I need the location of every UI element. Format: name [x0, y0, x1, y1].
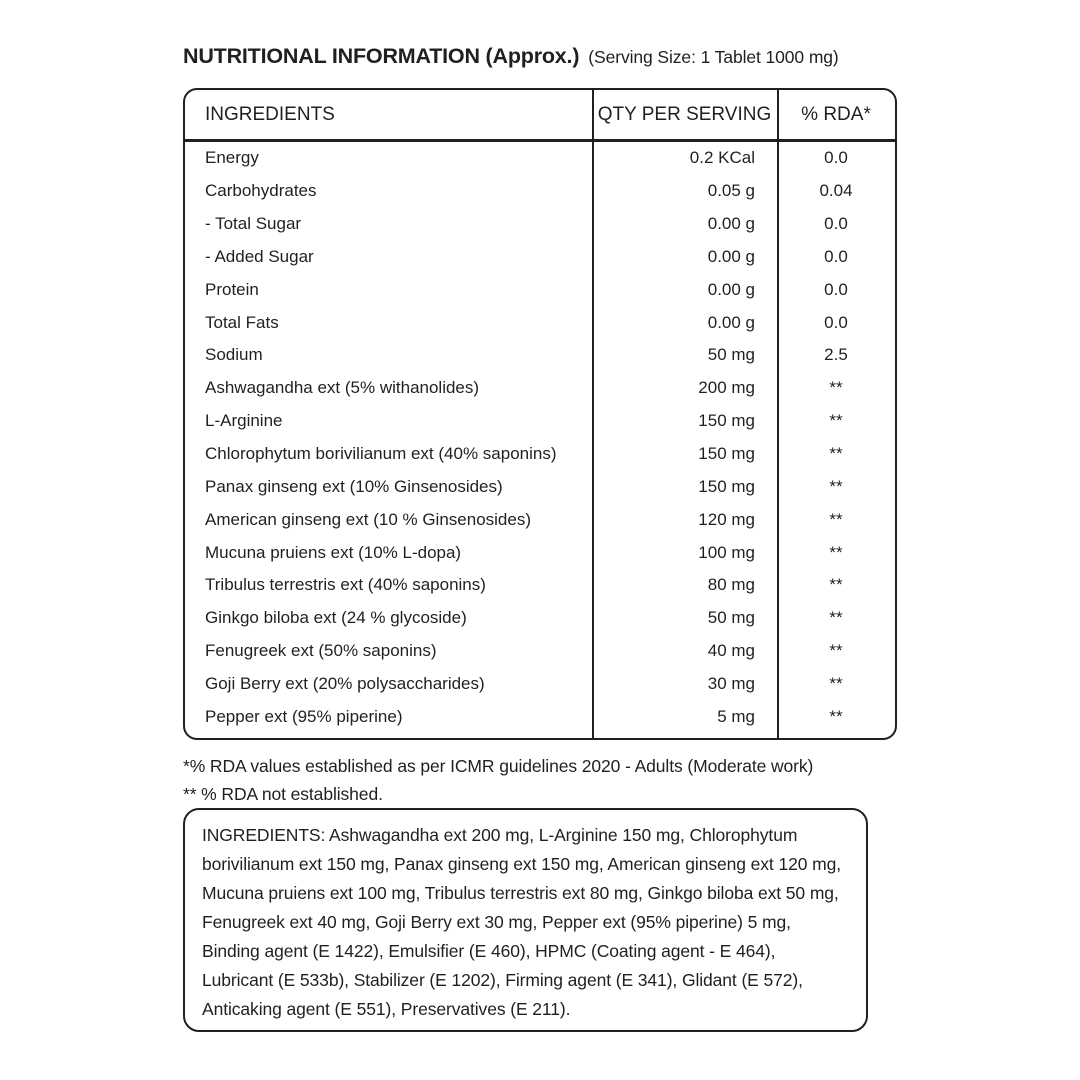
page-title [183, 44, 839, 69]
rda-cell: ** [829, 444, 843, 464]
qty-cell: 150 mg [698, 444, 755, 464]
qty-cell: 80 mg [707, 575, 755, 595]
rda-cell: ** [829, 608, 843, 628]
table-row [185, 536, 895, 569]
ingredient-cell: Energy [205, 148, 259, 168]
ingredient-cell: L-Arginine [205, 411, 283, 431]
ingredients-box [183, 808, 868, 1032]
table-row [185, 339, 895, 372]
rda-cell: ** [829, 641, 843, 661]
qty-cell: 0.00 g [707, 279, 755, 299]
table-row [185, 700, 895, 733]
title-main: NUTRITIONAL INFORMATION (Approx.) [183, 44, 580, 68]
rda-cell: ** [829, 706, 843, 726]
ingredient-cell: Total Fats [205, 312, 279, 332]
qty-cell: 200 mg [698, 378, 755, 398]
qty-cell: 0.00 g [707, 214, 755, 234]
footnotes [183, 752, 813, 808]
ingredient-cell: American ginseng ext (10 % Ginsenosides) [205, 509, 531, 529]
table-row [185, 438, 895, 471]
table-row [185, 306, 895, 339]
table-row [185, 273, 895, 306]
qty-cell: 100 mg [698, 542, 755, 562]
rda-cell: ** [829, 673, 843, 693]
ingredient-cell: Pepper ext (95% piperine) [205, 706, 403, 726]
header-qty-per-serving: QTY PER SERVING [597, 103, 772, 125]
qty-cell: 0.05 g [707, 181, 755, 201]
qty-cell: 5 mg [717, 706, 755, 726]
ingredient-cell: Tribulus terrestris ext (40% saponins) [205, 575, 486, 595]
rda-cell: ** [829, 575, 843, 595]
qty-cell: 150 mg [698, 476, 755, 496]
rda-cell: ** [829, 476, 843, 496]
rda-cell: 0.0 [824, 312, 848, 332]
header-ingredients: INGREDIENTS [205, 103, 335, 125]
table-row [185, 668, 895, 701]
ingredient-cell: - Total Sugar [205, 214, 302, 234]
qty-cell: 0.2 KCal [689, 148, 755, 168]
table-row [185, 241, 895, 274]
ingredient-cell: Ginkgo biloba ext (24 % glycoside) [205, 608, 467, 628]
table-body [185, 142, 895, 733]
table-row [185, 602, 895, 635]
ingredient-cell: Protein [205, 279, 259, 299]
rda-cell: ** [829, 542, 843, 562]
ingredient-cell: Sodium [205, 345, 263, 365]
qty-cell: 120 mg [698, 509, 755, 529]
title-serving-size: (Serving Size: 1 Tablet 1000 mg) [588, 47, 839, 67]
rda-cell: 0.04 [819, 181, 853, 201]
table-row [185, 208, 895, 241]
table-row [185, 372, 895, 405]
rda-cell: ** [829, 509, 843, 529]
rda-cell: 0.0 [824, 148, 848, 168]
rda-cell: 0.0 [824, 279, 848, 299]
rda-cell: 2.5 [824, 345, 848, 365]
table-row [185, 175, 895, 208]
qty-cell: 150 mg [698, 411, 755, 431]
ingredient-cell: Fenugreek ext (50% saponins) [205, 641, 437, 661]
ingredient-cell: Carbohydrates [205, 181, 317, 201]
table-header-row [185, 90, 895, 142]
qty-cell: 0.00 g [707, 246, 755, 266]
ingredient-cell: Goji Berry ext (20% polysaccharides) [205, 673, 485, 693]
ingredient-cell: Mucuna pruiens ext (10% L-dopa) [205, 542, 462, 562]
table-row [185, 142, 895, 175]
nutrition-table [183, 88, 897, 740]
qty-cell: 0.00 g [707, 312, 755, 332]
qty-cell: 50 mg [707, 345, 755, 365]
ingredient-cell: Ashwagandha ext (5% withanolides) [205, 378, 480, 398]
ingredient-cell: Panax ginseng ext (10% Ginsenosides) [205, 476, 503, 496]
footnote-rda-not-established: ** % RDA not established. [183, 784, 383, 804]
qty-cell: 40 mg [707, 641, 755, 661]
table-row [185, 503, 895, 536]
ingredients-paragraph: INGREDIENTS: Ashwagandha ext 200 mg, L-Arginine 150 mg, Chlorophytum borivilianum ext 150 mg, Panax ginseng ext 150 mg, American ginseng ext 120 mg, Mucuna pruiens ext 100 mg, Tribulus terrestris ext 80 mg, Ginkgo biloba ext 50 mg, Fenugreek ext 40 mg, Goji Berry ext 30 mg, Pepper ext (95% piperine) 5 mg, Binding agent (E 1422), Emulsifier (E 460), HPMC (Coating agent - E 464), Lubricant (E 533b), Stabilizer (E 1202), Firming agent (E 341), Glidant (E 572), Anticaking agent (E 551), Preservatives (E 211). [202, 825, 841, 1019]
rda-cell: 0.0 [824, 214, 848, 234]
rda-cell: ** [829, 378, 843, 398]
table-row [185, 470, 895, 503]
rda-cell: 0.0 [824, 246, 848, 266]
table-row [185, 405, 895, 438]
table-row [185, 635, 895, 668]
qty-cell: 30 mg [707, 673, 755, 693]
header-rda: % RDA* [801, 103, 871, 125]
qty-cell: 50 mg [707, 608, 755, 628]
ingredient-cell: Chlorophytum borivilianum ext (40% saponins) [205, 444, 557, 464]
ingredient-cell: - Added Sugar [205, 246, 314, 266]
footnote-rda-established: *% RDA values established as per ICMR guidelines 2020 - Adults (Moderate work) [183, 756, 814, 776]
table-row [185, 569, 895, 602]
rda-cell: ** [829, 411, 843, 431]
